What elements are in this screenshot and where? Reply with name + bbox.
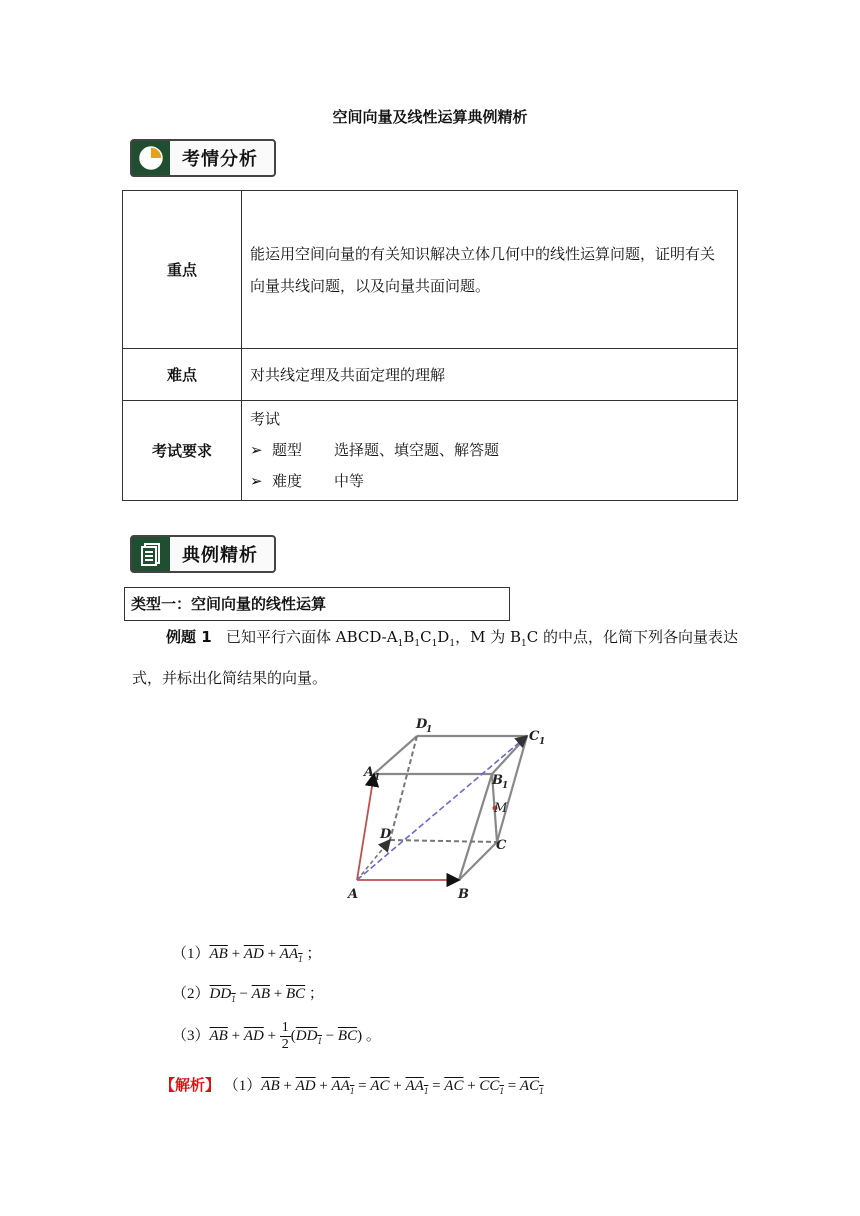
label-sub: 1 bbox=[539, 737, 546, 747]
arrow-bullet-icon: ➢ bbox=[250, 472, 263, 490]
label-sub: 1 bbox=[426, 725, 433, 735]
row-value bbox=[242, 401, 738, 501]
row-value: 能运用空间向量的有关知识解决立体几何中的线性运算问题，证明有关向量共线问题，以及向量共面问题。 bbox=[242, 191, 738, 349]
section-badge-analysis bbox=[130, 139, 276, 177]
type-heading: 类型一：空间向量的线性运算 bbox=[124, 587, 510, 621]
exam-line: 考试 bbox=[250, 410, 281, 428]
label-d1: D bbox=[416, 717, 428, 732]
label-a: A bbox=[348, 887, 359, 902]
table-row bbox=[123, 401, 738, 501]
label-sub: 1 bbox=[374, 773, 381, 783]
exam-item: ➢ 题型 选择题、填空题、解答题 bbox=[250, 435, 729, 466]
parallelepiped-figure bbox=[340, 712, 560, 902]
label-sub: 1 bbox=[502, 781, 509, 791]
page-title: 空间向量及线性运算典例精析 bbox=[332, 108, 528, 126]
badge-label: 考情分析 bbox=[182, 149, 258, 170]
formula-1: $(1)\overline{AB} + \overline{AD} + AA_1$ ； bbox=[172, 946, 322, 964]
exam-item: ➢ 难度 中等 bbox=[250, 466, 729, 497]
label-b1: B bbox=[492, 773, 503, 788]
row-key: 难点 bbox=[123, 349, 242, 401]
formula-3: $(3)\overline{AB} + \overline{AD}$ + $\frac{1}{2}$ $(DD_1 - \overline{BC})$ 。 bbox=[172, 1020, 381, 1052]
row-key: 考试要求 bbox=[123, 401, 242, 501]
section-badge-examples bbox=[130, 535, 276, 573]
table-row bbox=[123, 191, 738, 349]
label-b: B bbox=[458, 887, 469, 902]
info-table bbox=[122, 190, 738, 501]
label-c1: C bbox=[529, 729, 540, 744]
document-icon bbox=[132, 537, 170, 571]
badge-label: 典例精析 bbox=[182, 545, 258, 566]
row-key: 重点 bbox=[123, 191, 242, 349]
label-d: D bbox=[380, 827, 392, 842]
pie-chart-icon bbox=[132, 141, 170, 175]
table-row bbox=[123, 349, 738, 401]
solution-line: 【解析】 $(1)\overline{AB} + \overline{AD} + AA_1 = \overline{AC} + AA_1 = \overline{AC} + CC_1 = AC_1$ bbox=[160, 1076, 544, 1096]
label-c: C bbox=[496, 838, 507, 853]
label-m: M bbox=[494, 801, 508, 816]
arrow-bullet-icon: ➢ bbox=[250, 441, 263, 459]
example-text: 例题 1 已知平行六面体 ABCD-$A_1B_1C_1D_1$，M 为 $B_1C$ 的中点，化简下列各向量表达式，并标出化简结果的向量。 bbox=[132, 628, 738, 687]
label-a1: A bbox=[364, 765, 375, 780]
row-value: 对共线定理及共面定理的理解 bbox=[242, 349, 738, 401]
formula-2: $(2)DD_1 - \overline{AB} + \overline{BC}$ ； bbox=[172, 986, 324, 1004]
